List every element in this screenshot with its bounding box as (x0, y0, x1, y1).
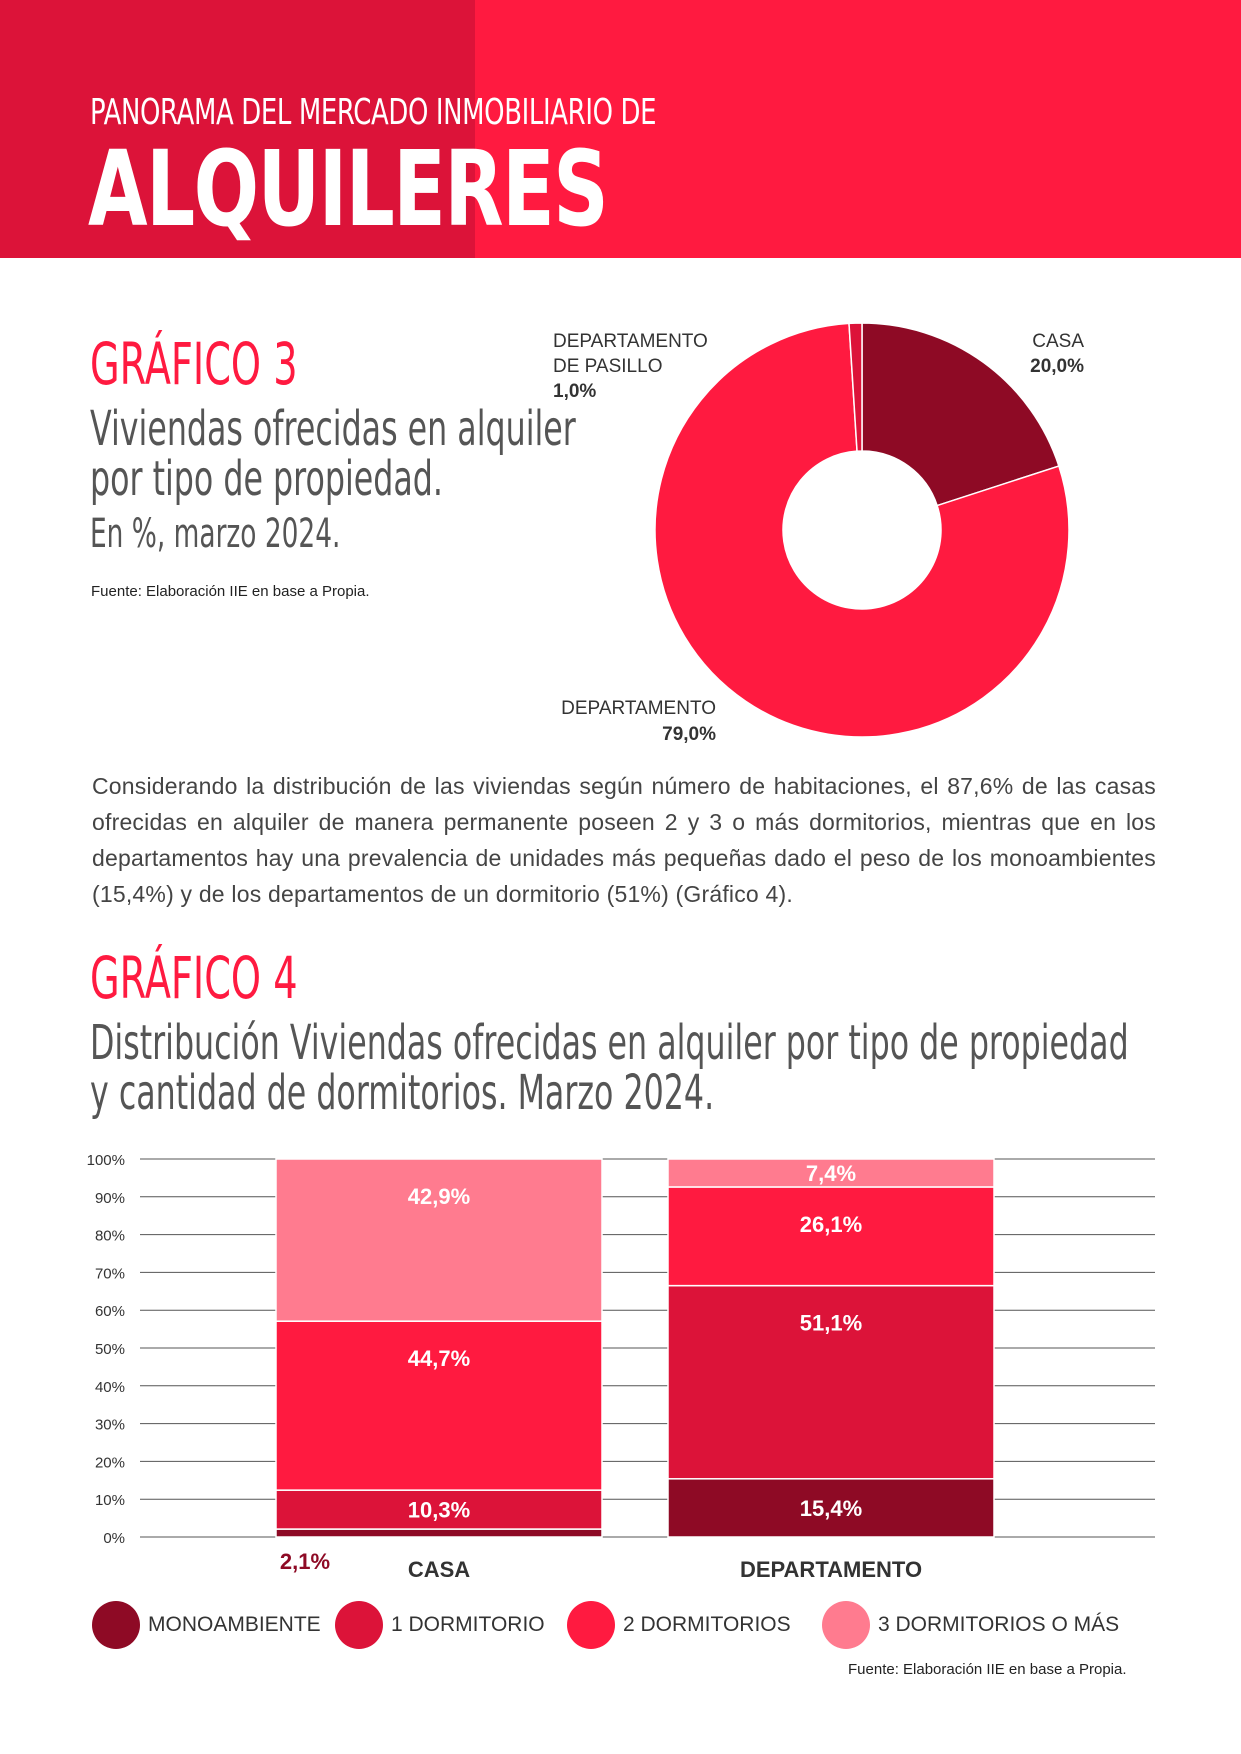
graf4-title-line2: y cantidad de dormitorios. Marzo 2024. (90, 1065, 715, 1122)
legend-label-1-dormitorio: 1 DORMITORIO (391, 1613, 545, 1636)
graf4-title-line1: Distribución Viviendas ofrecidas en alquiler por tipo de propiedad (90, 1015, 1129, 1071)
graf4-title (90, 1015, 1129, 1122)
bar-label-casa-2-dormitorios: 44,7% (407, 1346, 471, 1372)
y-tick-label: 50% (94, 1341, 125, 1358)
graf3-title-line2: por tipo de propiedad. (90, 451, 443, 508)
bar-label-casa-3-dormitorios-o-más: 42,9% (407, 1184, 471, 1209)
x-category-label: CASA (407, 1557, 471, 1580)
body-paragraph: Considerando la distribución de las viviendas según número de habitaciones, el 87,6% de las casas ofrecidas en alquiler de manera permanente poseen 2 y 3 o más dormitorios, mientras que en los departamentos hay una prevalencia de unidades más pequeñas dado el peso de los monoambientes (15,4%) y de los departamentos de un dormitorio (51%) (Gráfico 4). (92, 773, 1156, 907)
donut-label-casa-name: CASA (1032, 331, 1084, 352)
y-tick-label: 60% (94, 1303, 125, 1321)
graf3-subtitle: En %, marzo 2024. (90, 510, 341, 557)
stacked-bar-chart (0, 1120, 1241, 1580)
legend-label-2-dormitorios: 2 DORMITORIOS (623, 1613, 791, 1636)
bar-label-departamento-3-dormitorios-o-más: 7,4% (805, 1160, 857, 1186)
bar-label-departamento-2-dormitorios: 26,1% (799, 1211, 863, 1237)
legend-label-3-dormitorios-o-mas: 3 DORMITORIOS O MÁS (878, 1613, 1120, 1636)
legend-swatch-2-dormitorios (567, 1601, 615, 1649)
donut-label-pasillo-name1: DEPARTAMENTO (553, 331, 708, 352)
graf3-title-line1: Viviendas ofrecidas en alquiler (90, 401, 576, 457)
bar-label-casa-1-dormitorio: 10,3% (407, 1497, 471, 1523)
bar-label-casa-monoambiente: 2,1% (279, 1549, 331, 1574)
legend-swatch-1-dormitorio (335, 1601, 383, 1649)
y-tick-label: 80% (94, 1227, 125, 1245)
y-tick-label: 100% (86, 1152, 125, 1169)
legend-swatch-monoambiente (92, 1601, 140, 1649)
bar-label-departamento-1-dormitorio: 51,1% (799, 1310, 863, 1336)
y-tick-label: 0% (103, 1530, 125, 1547)
bar-casa-monoambiente (276, 1529, 602, 1537)
donut-chart (0, 0, 1241, 760)
y-tick-label: 40% (94, 1378, 125, 1396)
graf3-source: Fuente: Elaboración IIE en base a Propia. (91, 583, 370, 600)
y-tick-label: 10% (94, 1492, 125, 1510)
graf3-label: GRÁFICO 3 (90, 330, 298, 398)
y-tick-label: 90% (94, 1189, 125, 1207)
header-title: ALQUILERES (88, 128, 608, 250)
legend-label-monoambiente: MONOAMBIENTE (148, 1613, 321, 1636)
graf4-source: Fuente: Elaboración IIE en base a Propia. (848, 1661, 1127, 1678)
y-tick-label: 30% (94, 1416, 125, 1434)
y-tick-label: 20% (94, 1454, 125, 1472)
donut-label-pasillo-name2: DE PASILLO (553, 356, 663, 377)
legend-swatch-3-dormitorios-o-mas (822, 1601, 870, 1649)
header-kicker: PANORAMA DEL MERCADO INMOBILIARIO DE (90, 92, 657, 133)
x-category-label: DEPARTAMENTO (739, 1557, 923, 1580)
chart-legend (92, 1600, 1152, 1650)
donut-label-depto-name: DEPARTAMENTO (561, 698, 716, 719)
donut-label-casa-value: 20,0% (1030, 356, 1084, 377)
donut-label-depto-value: 79,0% (662, 724, 716, 745)
graf4-label: GRÁFICO 4 (90, 944, 298, 1012)
y-tick-label: 70% (94, 1265, 125, 1283)
bar-label-departamento-monoambiente: 15,4% (799, 1495, 863, 1521)
donut-label-pasillo-value: 1,0% (553, 381, 597, 402)
